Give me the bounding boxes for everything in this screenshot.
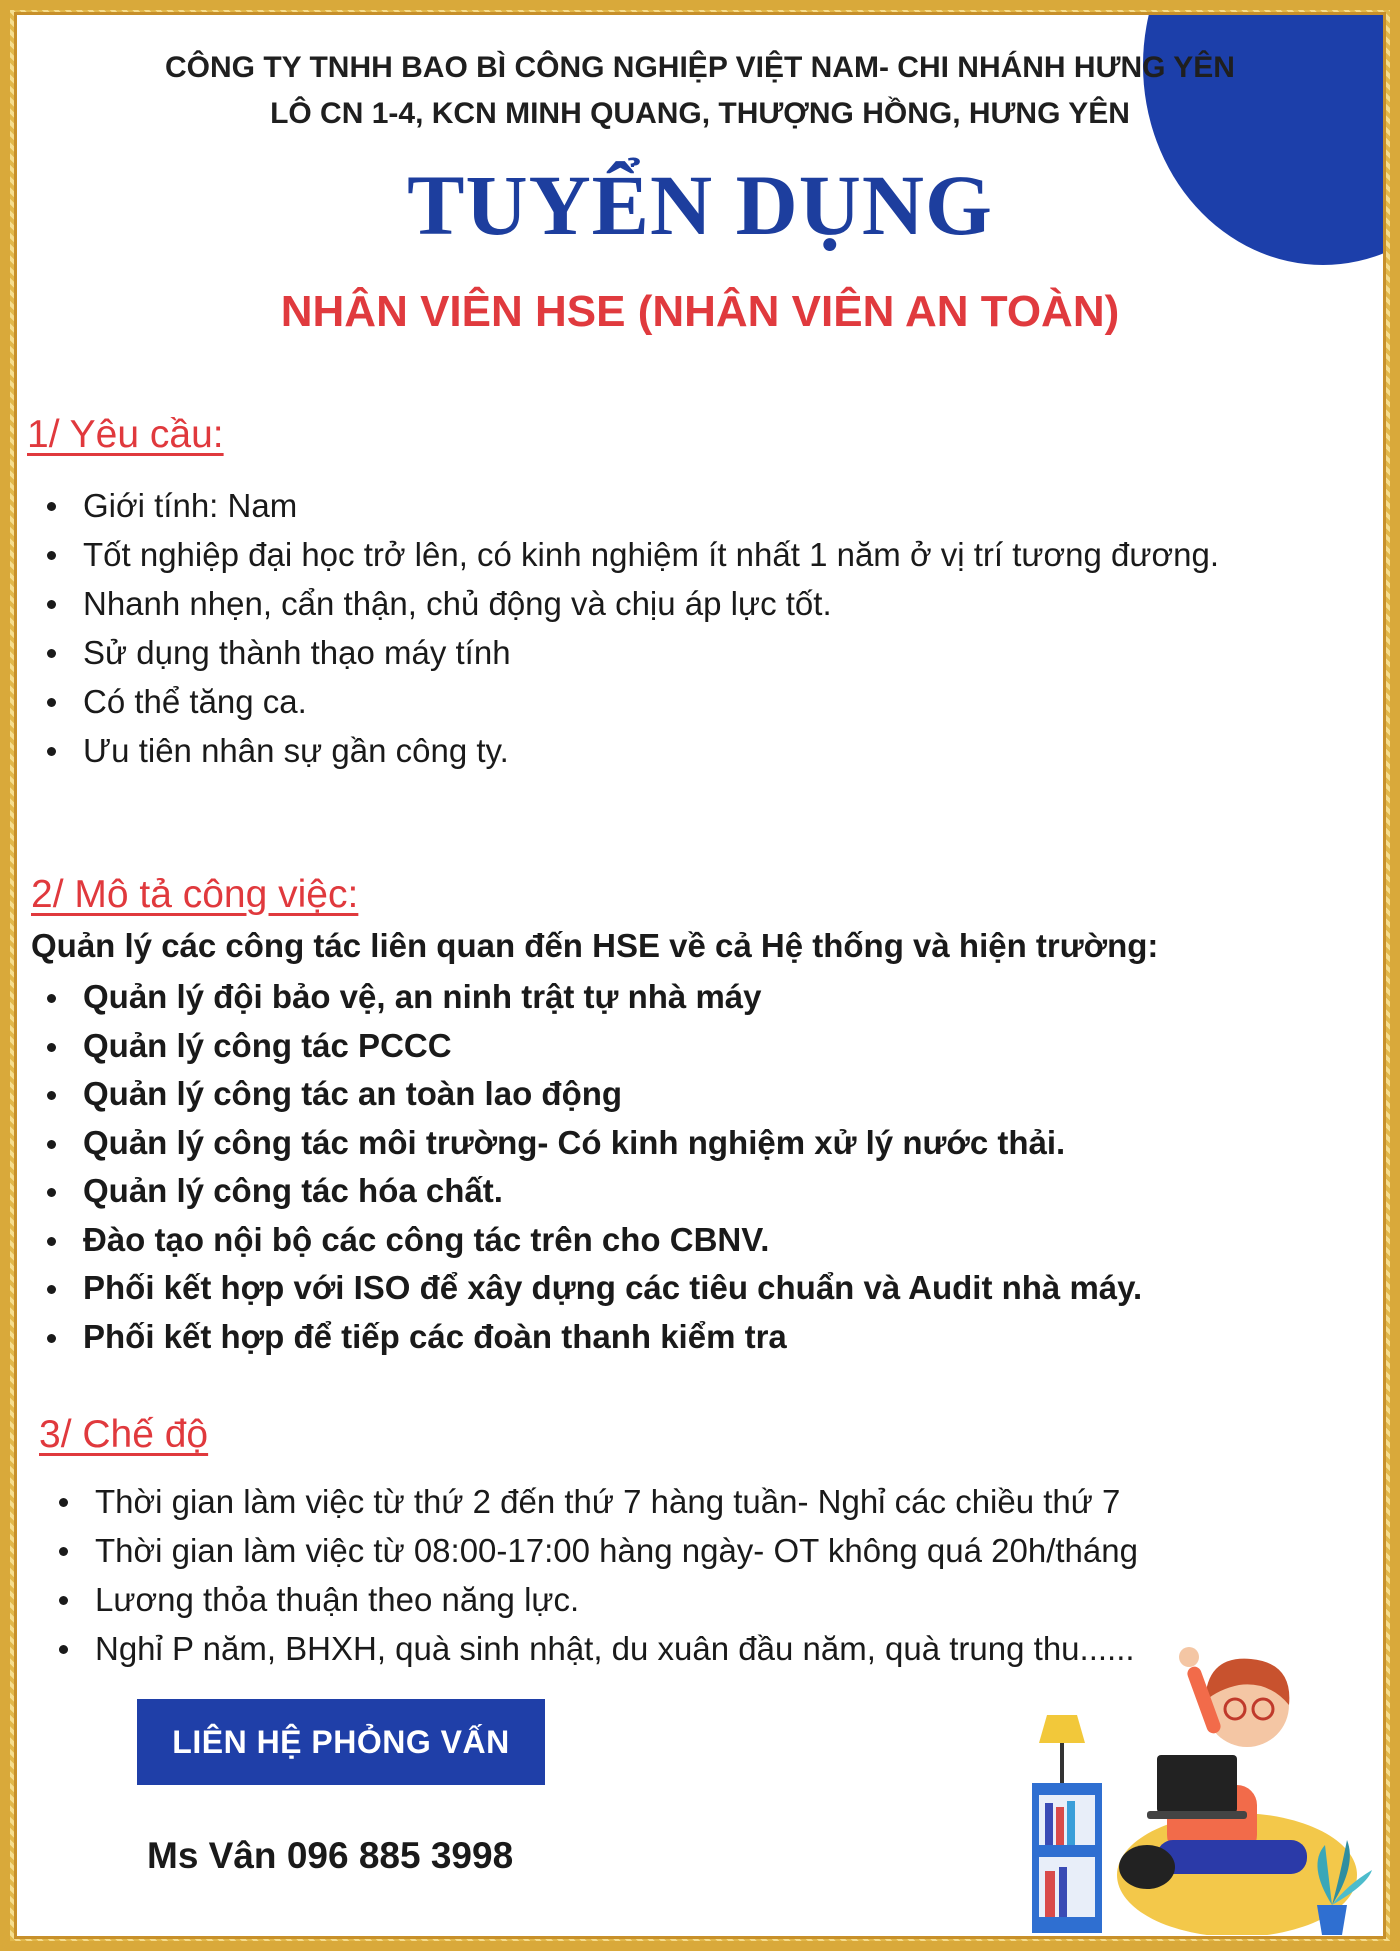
list-item: Thời gian làm việc từ 08:00-17:00 hàng ngày- OT không quá 20h/tháng xyxy=(39,1526,1329,1575)
lamp-icon xyxy=(1039,1715,1085,1783)
list-item: Phối kết hợp để tiếp các đoàn thanh kiểm tra xyxy=(27,1313,1317,1362)
list-item: Lương thỏa thuận theo năng lực. xyxy=(39,1575,1329,1624)
list-item: Quản lý công tác PCCC xyxy=(27,1022,1317,1071)
requirements-list xyxy=(27,481,1317,775)
list-item: Quản lý đội bảo vệ, an ninh trật tự nhà máy xyxy=(27,973,1317,1022)
job-description-title: 2/ Mô tả công việc: xyxy=(31,873,359,916)
position-title: NHÂN VIÊN HSE (NHÂN VIÊN AN TOÀN) xyxy=(280,287,1120,336)
contact-interview-button[interactable]: LIÊN HỆ PHỎNG VẤN xyxy=(137,1699,545,1785)
contact-phone: Ms Vân 096 885 3998 xyxy=(147,1835,514,1876)
list-item: Tốt nghiệp đại học trở lên, có kinh nghiệm ít nhất 1 năm ở vị trí tương đương. xyxy=(27,530,1317,579)
company-header xyxy=(17,45,1383,137)
list-item: Sử dụng thành thạo máy tính xyxy=(27,628,1317,677)
requirements-title: 1/ Yêu cầu: xyxy=(27,413,224,456)
list-item: Quản lý công tác hóa chất. xyxy=(27,1167,1317,1216)
list-item: Đào tạo nội bộ các công tác trên cho CBNV. xyxy=(27,1216,1317,1265)
list-item: Nghỉ P năm, BHXH, quà sinh nhật, du xuân đầu năm, quà trung thu...... xyxy=(39,1624,1329,1673)
benefits-title: 3/ Chế độ xyxy=(39,1413,209,1456)
list-item: Quản lý công tác an toàn lao động xyxy=(27,1070,1317,1119)
list-item: Nhanh nhẹn, cẩn thận, chủ động và chịu áp lực tốt. xyxy=(27,579,1317,628)
list-item: Giới tính: Nam xyxy=(27,481,1317,530)
list-item: Quản lý công tác môi trường- Có kinh nghiệm xử lý nước thải. xyxy=(27,1119,1317,1168)
company-address: LÔ CN 1-4, KCN MINH QUANG, THƯỢNG HỒNG, HƯNG YÊN xyxy=(270,97,1130,130)
headline: TUYỂN DỤNG xyxy=(407,157,993,253)
company-name: CÔNG TY TNHH BAO BÌ CÔNG NGHIỆP VIỆT NAM- CHI NHÁNH HƯNG YÊN xyxy=(165,51,1235,84)
bookshelf-icon xyxy=(1032,1783,1102,1933)
list-item: Có thể tăng ca. xyxy=(27,677,1317,726)
list-item: Ưu tiên nhân sự gần công ty. xyxy=(27,726,1317,775)
list-item: Phối kết hợp với ISO để xây dựng các tiêu chuẩn và Audit nhà máy. xyxy=(27,1264,1317,1313)
poster xyxy=(14,12,1386,1939)
job-intro: Quản lý các công tác liên quan đến HSE về cả Hệ thống và hiện trường: xyxy=(31,927,1159,964)
person-with-laptop-illustration xyxy=(1007,1635,1377,1935)
laptop-icon xyxy=(1147,1755,1247,1819)
list-item: Thời gian làm việc từ thứ 2 đến thứ 7 hàng tuần- Nghỉ các chiều thứ 7 xyxy=(39,1477,1329,1526)
job-list xyxy=(27,973,1317,1361)
